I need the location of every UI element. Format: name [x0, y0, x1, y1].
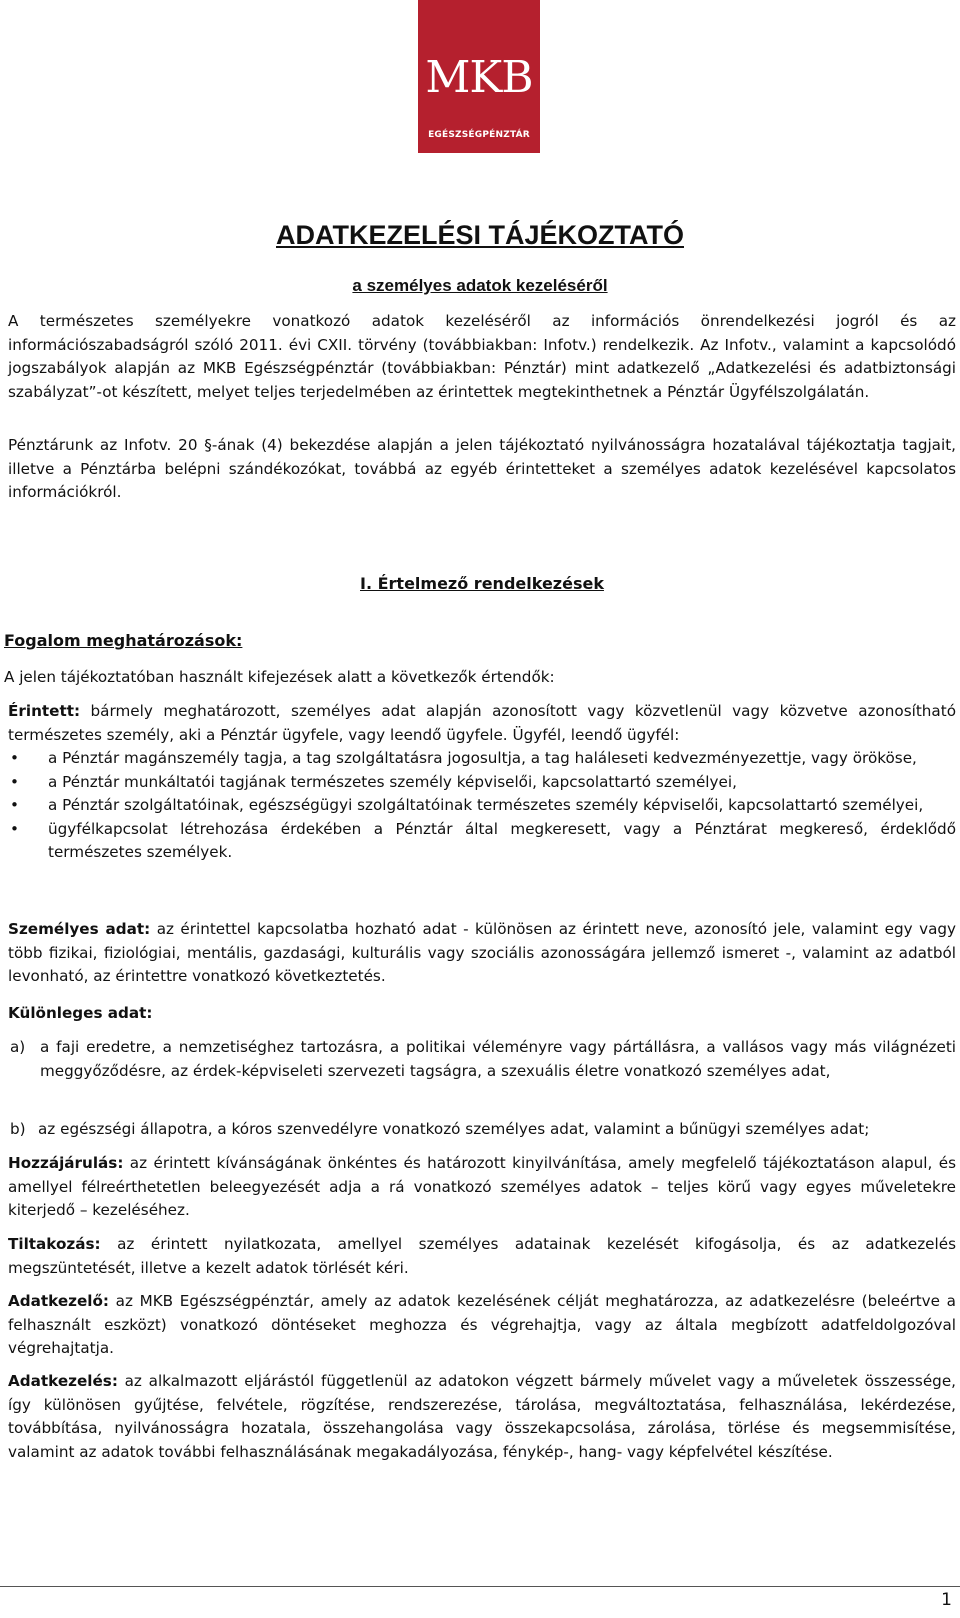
- term-kulonleges-adat: Különleges adat:: [8, 1004, 153, 1022]
- item-label-a: a): [10, 1038, 26, 1056]
- definition-adatkezeles: Adatkezelés: az alkalmazott eljárástól függetlenül az adatokon végzett bármely művelet vagy a műveletek összessége, így különösen gyűjtése, felvétele, rögzítése, rendszerezése, tárolása, megváltoztatása, felhasználása, lekérdezése, továbbítása, nyilvánosságra hozatala, összehangolása vagy összekapcsolása, zárolása, törlése és megsemmisítése, valamint az adatok további felhasználásának megakadályozása, fénykép-, hang- vagy képfelvétel készítése.: [8, 1372, 956, 1461]
- bullet-icon: •: [10, 819, 19, 838]
- intro-paragraph: A természetes személyekre vonatkozó adatok kezeléséről az információs önrendelkezési jogról és az információszabadságról szóló 2011. évi CXII. törvény (továbbiakban: Infotv.) rendelkezik. Az Infotv., valamint a kapcsolódó jogszabályok alapján az MKB Egészségpénztár (továbbiakban: Pénztár) mint adatkezelő „Adatkezelési és adatbiztonsági szabályzat”-ot készített, melyet teljes terjedelmében az érintettek megtekinthetnek a Pénztár Ügyfélszolgálatán.: [8, 312, 956, 401]
- bullet-icon: •: [10, 749, 19, 767]
- definition-erintett: [8, 700, 956, 747]
- definition-adatkezelo: Adatkezelő: az MKB Egészségpénztár, amely az adatok kezelésének célját meghatározza, az adatkezelésre (beleértve a felhasznált eszközt) vonatkozó döntéseket meghozza és végrehajtja, vagy az általa megbízott adatfeldolgozóval végrehajtatja.: [8, 1292, 956, 1357]
- definitions-heading: Fogalom meghatározások:: [4, 631, 243, 650]
- page-number: 1: [941, 1590, 952, 1610]
- definition-kulonleges-adat: [8, 1002, 956, 1026]
- list-item: • a Pénztár munkáltatói tagjának természetes személy képviselői, kapcsolattartó személyei,: [0, 771, 956, 795]
- client-list: [0, 747, 956, 865]
- mkb-logo: [418, 0, 540, 153]
- section-heading: I. Értelmező rendelkezések: [360, 574, 604, 593]
- list-item: • a Pénztár magánszemély tagja, a tag szolgáltatásra jogosultja, a tag haláleseti kedvezményezettje, vagy örököse,: [0, 747, 956, 771]
- term-szemelyes-adat: Személyes adat:: [8, 920, 151, 938]
- definition-tiltakozas: Tiltakozás: az érintett nyilatkozata, amellyel személyes adatainak kezelését kifogásolja, és az adatkezelés megszüntetését, illetve a kezelt adatok törlését kéri.: [8, 1235, 956, 1277]
- term-hozzajarulas: Hozzájárulás:: [8, 1154, 124, 1172]
- footer-divider: [0, 1586, 960, 1587]
- kulonleges-item-a: a) a faji eredetre, a nemzetiséghez tartozásra, a politikai véleményre vagy pártállásra, a vallásos vagy más világnézeti meggyőződésre, az érdek-képviseleti szervezeti tagságra, a szexuális életre vonatkozó személyes adat,: [10, 1038, 956, 1080]
- document-subtitle: a személyes adatok kezeléséről: [352, 276, 608, 295]
- bullet-icon: •: [10, 796, 19, 814]
- intro-paragraph-2: Pénztárunk az Infotv. 20 §-ának (4) bekezdése alapján a jelen tájékoztató nyilvánosságra hozatalával tájékoztatja tagjait, illetve a Pénztárba belépni szándékozókat, továbbá az egyéb érintetteket a személyes adatok kezelésével kapcsolatos információkról.: [8, 436, 956, 501]
- item-label-b: b): [10, 1120, 26, 1138]
- term-adatkezelo: Adatkezelő:: [8, 1292, 109, 1310]
- logo-brand: MKB: [425, 52, 533, 103]
- document-title: ADATKEZELÉSI TÁJÉKOZTATÓ: [276, 220, 684, 250]
- list-item: • ügyfélkapcsolat létrehozása érdekében a Pénztár által megkeresett, vagy a Pénztárat megkereső, érdeklődő természetes személyek.: [10, 819, 956, 861]
- definitions-lead: A jelen tájékoztatóban használt kifejezések alatt a következők értendők:: [4, 668, 555, 686]
- text-erintett: bármely meghatározott, személyes adat alapján azonosított vagy közvetlenül vagy közvetve azonosítható természetes személy, aki a Pénztár ügyfele, vagy leendő ügyfele. Ügyfél, leendő ügyfél:: [8, 702, 956, 744]
- kulonleges-item-b: b) az egészségi állapotra, a kóros szenvedélyre vonatkozó személyes adat, valamint a bűnügyi személyes adat;: [10, 1118, 956, 1142]
- list-item: • a Pénztár szolgáltatóinak, egészségügyi szolgáltatóinak természetes személy képviselői, kapcsolattartó személyei,: [0, 794, 956, 818]
- logo-subtitle: EGÉSZSÉGPÉNZTÁR: [428, 130, 530, 140]
- definition-hozzajarulas: Hozzájárulás: az érintett kívánságának önkéntes és határozott kinyilvánítása, amely megfelelő tájékoztatáson alapul, és amellyel félreérthetetlen beleegyezését adja a rá vonatkozó személyes adatok – teljes körű vagy egyes műveletekre kiterjedő – kezeléséhez.: [8, 1154, 956, 1219]
- bullet-icon: •: [10, 772, 19, 791]
- definition-szemelyes-adat: Személyes adat: az érintettel kapcsolatba hozható adat - különösen az érintett neve, azonosító jele, valamint egy vagy több fizikai, fiziológiai, mentális, gazdasági, kulturális vagy szociális azonosságára jellemző ismeret -, valamint az adatból levonható, az érintettre vonatkozó következtetés.: [8, 920, 957, 985]
- term-erintett: Érintett:: [8, 702, 81, 720]
- term-adatkezeles: Adatkezelés:: [8, 1372, 118, 1390]
- term-tiltakozas: Tiltakozás:: [8, 1235, 101, 1253]
